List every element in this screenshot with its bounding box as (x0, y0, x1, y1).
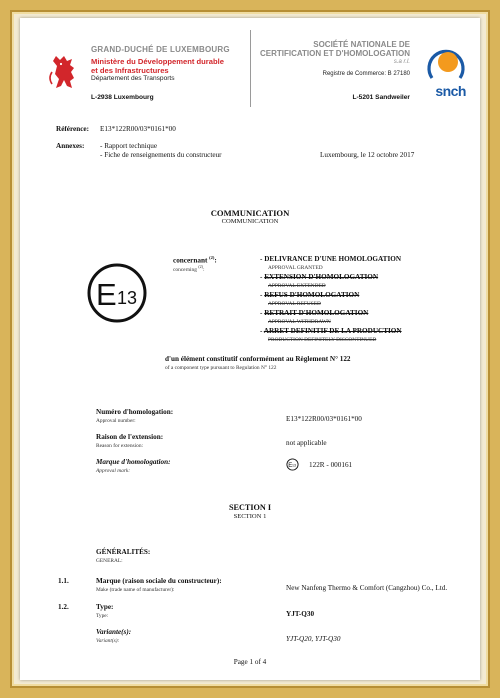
reference-label: Référence: (56, 125, 89, 133)
general-heading-en: GENERAL: (96, 558, 123, 564)
grand-duche-title: GRAND-DUCHÉ DE LUXEMBOURG (91, 45, 230, 54)
ministry-line-2: et des Infrastructures (91, 66, 169, 75)
option-approval-refused: - REFUS D'HOMOLOGATION (260, 291, 360, 299)
general-heading: GÉNÉRALITÉS: (96, 548, 151, 556)
option-approval-granted: - DELIVRANCE D'UNE HOMOLOGATION (260, 255, 402, 263)
item-number: 1.2. (58, 603, 69, 611)
approval-mark-label-en: Approval mark: (96, 468, 131, 474)
e13-mark-letter: E (96, 277, 117, 312)
approval-number-label-en: Approval number: (96, 418, 136, 424)
option-approval-withdrawn: - RETRAIT D'HOMOLOGATION (260, 309, 369, 317)
snch-logo-icon (426, 44, 466, 84)
approval-number-label: Numéro d'homologation: (96, 408, 174, 416)
item-number: 1.1. (58, 577, 69, 585)
concerning-label-fr: concernant $^{(2)}$: (173, 255, 217, 265)
communication-title: COMMUNICATION (210, 208, 290, 218)
left-address: L-2938 Luxembourg (91, 94, 154, 101)
type-value: YJT-Q30 (286, 610, 315, 618)
small-e13-number: 13 (292, 463, 296, 468)
extension-reason-label: Raison de l'extension: (96, 433, 164, 441)
variants-label-en: Variant(s): (96, 638, 120, 644)
e13-mark-number: 13 (117, 288, 138, 308)
option-approval-extended: - EXTENSION D'HOMOLOGATION (260, 273, 379, 281)
option-approval-granted-en: APPROVAL GRANTED (268, 265, 323, 271)
place-date: Luxembourg, le 12 octobre 2017 (320, 151, 415, 159)
approval-mark-value: 122R - 000161 (309, 461, 353, 469)
make-label-en: Make (trade name of manufacturer): (96, 587, 175, 593)
snch-company-suffix: s.a r.l. (393, 59, 410, 65)
registre-commerce: Registre de Commerce: B 27180 (322, 71, 410, 77)
extension-reason-value: not applicable (286, 439, 327, 447)
right-address: L-5201 Sandweiler (352, 94, 410, 101)
approval-mark-label: Marque d'homologation: (96, 458, 171, 466)
page-number: Page 1 of 4 (233, 658, 267, 666)
section-subtitle: SECTION 1 (233, 513, 267, 520)
snch-logo-text: snch (435, 83, 466, 99)
option-production-discontinued-en: PRODUCTION DEFINITELY DISCONTINUED (268, 337, 377, 343)
annex-item: - Rapport technique (100, 142, 158, 150)
type-label-en: Type: (96, 613, 109, 619)
type-label: Type: (96, 603, 114, 611)
approval-number-value: E13*122R00/03*0161*00 (286, 415, 362, 423)
snch-title-line-2: CERTIFICATION ET D'HOMOLOGATION (259, 49, 410, 58)
luxembourg-lion-logo (46, 52, 80, 92)
small-e13-letter: E (288, 462, 293, 469)
annex-item: - Fiche de renseignements du constructeur (100, 151, 222, 159)
extension-reason-label-en: Reason for extension: (96, 443, 144, 449)
communication-subtitle: COMMUNICATION (221, 218, 279, 225)
option-approval-refused-en: APPROVAL REFUSED (268, 301, 321, 307)
option-production-discontinued: - ARRET DEFINITIF DE LA PRODUCTION (260, 327, 402, 335)
variants-value: YJT-Q20, YJT-Q30 (286, 635, 341, 643)
option-approval-extended-en: APPROVAL EXTENDED (268, 283, 326, 289)
regulation-fr: d'un élément constitutif conformément au Règlement N° 122 (165, 355, 351, 363)
small-e13-mark-icon (286, 458, 299, 471)
section-title: SECTION I (228, 503, 272, 512)
concerning-label-en: concerning $^{(2)}$: (173, 264, 205, 273)
e13-mark-icon (86, 262, 148, 324)
snch-title-line-1: SOCIÉTÉ NATIONALE DE (313, 40, 410, 49)
regulation-en: of a component type pursuant to Regulation N° 122 (165, 365, 277, 371)
header-divider (250, 30, 251, 107)
ministry-line-1: Ministère du Développement durable (91, 57, 224, 66)
department-name: Département des Transports (91, 75, 175, 82)
option-approval-withdrawn-en: APPROVAL WITHDRAWN (268, 319, 331, 325)
make-value: New Nanfeng Thermo & Comfort (Cangzhou) Co., Ltd. (286, 584, 448, 592)
variants-label: Variante(s): (96, 628, 132, 636)
document-page (20, 18, 480, 680)
annexes-label: Annexes: (56, 142, 85, 150)
make-label: Marque (raison sociale du constructeur): (96, 577, 222, 585)
reference-value: E13*122R00/03*0161*00 (100, 125, 176, 133)
